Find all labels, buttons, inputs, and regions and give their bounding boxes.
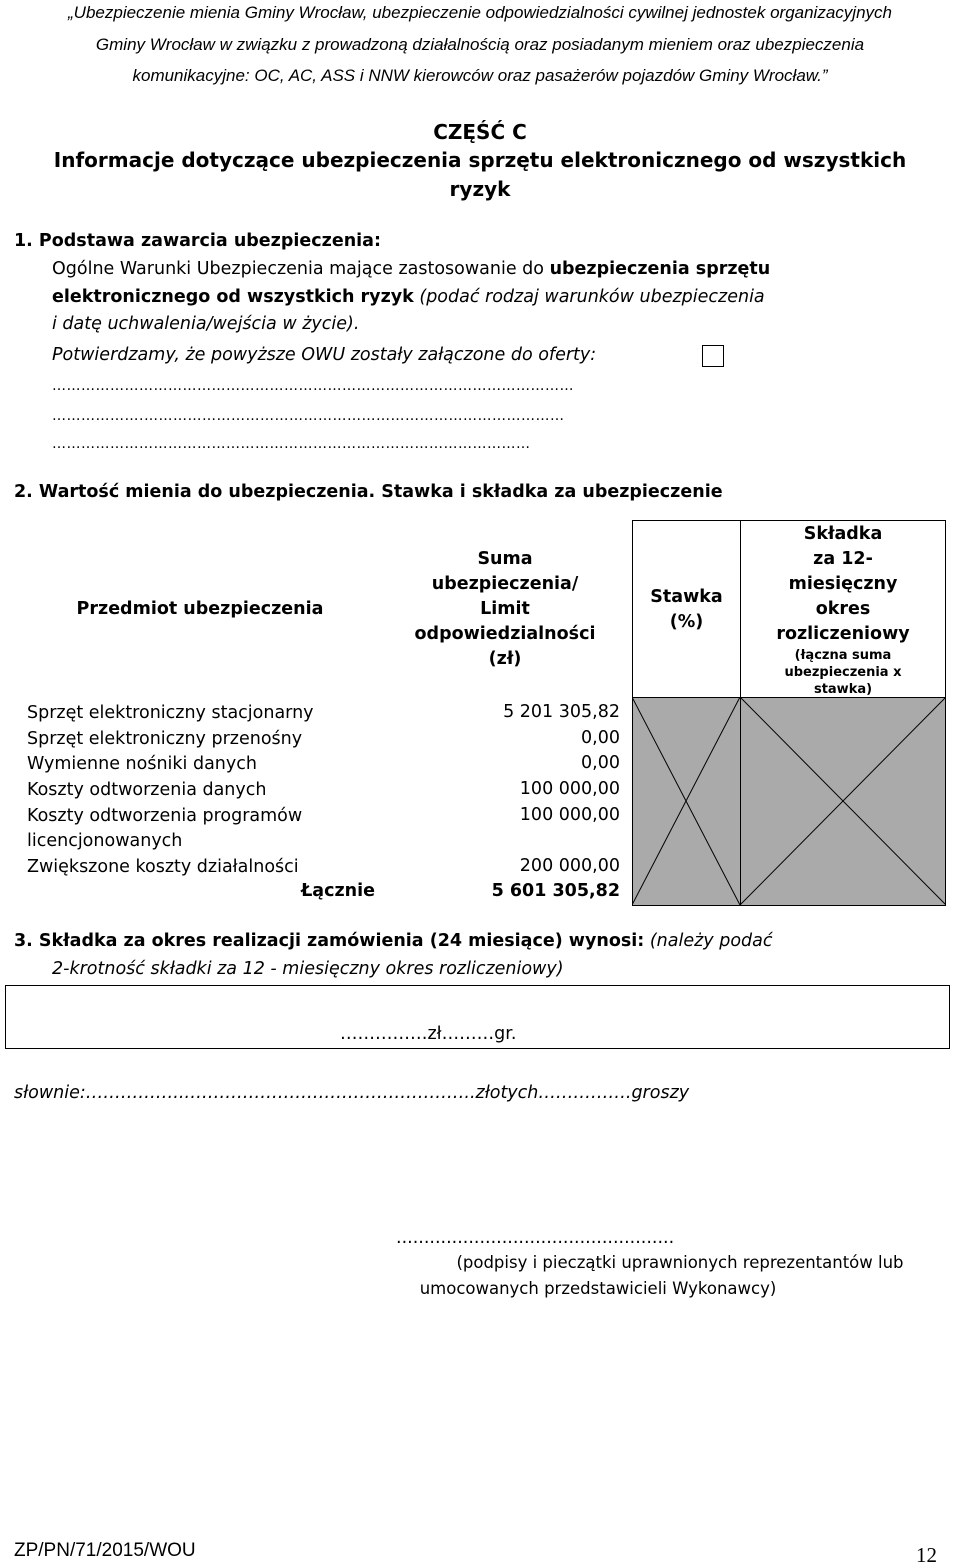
table-row-value: 0,00: [581, 753, 620, 773]
table-row-label: Zwiększone koszty działalności: [27, 857, 299, 877]
table-row-label: Sprzęt elektroniczny stacjonarny: [27, 703, 314, 723]
item-3-heading-italic: (należy podać: [644, 931, 773, 951]
header-przedmiot: Przedmiot ubezpieczenia: [76, 599, 324, 619]
document-header-line-2: Gminy Wrocław w związku z prowadzoną działalnością oraz posiadanym mieniem oraz ubezpieczenia: [95, 35, 865, 54]
crossed-out-cells: [632, 697, 946, 905]
item-2-heading: [14, 482, 723, 502]
signature-caption-line-1: (podpisy i pieczątki uprawnionych reprezentantów lub: [456, 1253, 904, 1272]
document-header-line-3: komunikacyjne: OC, AC, ASS i NNW kierowców oraz pasażerów pojazdów Gminy Wrocław.”: [132, 66, 828, 85]
dotted-line-3: ………………………………………………………………………………………: [52, 436, 531, 452]
item-1-heading: 1. Podstawa zawarcia ubezpieczenia:: [14, 231, 381, 251]
page-number: 12: [916, 1543, 937, 1567]
header-skladka-line-4: okres: [815, 599, 871, 619]
table-bottom-border: [632, 905, 946, 906]
section-title-line-1: Informacje dotyczące ubezpieczenia sprzętu elektronicznego od wszystkich: [53, 148, 907, 172]
document-reference: ZP/PN/71/2015/WOU: [14, 1540, 196, 1561]
table-row-value: 200 000,00: [519, 856, 620, 876]
premium-amount-placeholder[interactable]: ……………zł………gr.: [340, 1024, 517, 1044]
header-suma-line-2: ubezpieczenia/: [431, 574, 579, 594]
header-skladka-sub-2: ubezpieczenia x: [784, 665, 902, 680]
item-3-heading: [14, 931, 772, 951]
table-row-value: 0,00: [581, 728, 620, 748]
table-row-label: Wymienne nośniki danych: [27, 754, 257, 774]
owu-attached-checkbox[interactable]: [702, 345, 724, 367]
table-top-border: [632, 520, 946, 521]
dotted-line-1: ………………………………………………………………………………………………: [52, 378, 574, 394]
signature-caption-line-2: umocowanych przedstawicieli Wykonawcy): [419, 1279, 777, 1298]
amount-in-words[interactable]: słownie:……………..…………………………………………..złotych…………….groszy: [14, 1083, 690, 1103]
table-total-value: 5 601 305,82: [491, 881, 620, 901]
table-row-value: 100 000,00: [519, 805, 620, 825]
header-stawka-line-1: Stawka: [650, 587, 723, 607]
table-row-label-continued: licencjonowanych: [27, 831, 183, 851]
dotted-line-2: ……………….……………………………………………………………………………: [52, 408, 565, 424]
header-suma-line-5: (zł): [488, 649, 522, 669]
header-skladka-sub-3: stawka): [813, 682, 873, 697]
table-row-value: 100 000,00: [519, 779, 620, 799]
item-1-line-2-bold: elektronicznego od wszystkich ryzyk: [52, 287, 414, 307]
section-title-line-2: ryzyk: [449, 177, 511, 201]
item-1-line-1: [52, 259, 770, 279]
header-skladka-line-3: miesięczny: [788, 574, 898, 594]
item-2-heading-a: 2. Wartość mienia do ubezpieczenia.: [14, 482, 382, 502]
owu-confirmation-text: Potwierdzamy, że powyższe OWU zostały załączone do oferty:: [52, 345, 597, 365]
header-stawka-line-2: (%): [669, 612, 704, 632]
item-3-line-2: 2-krotność składki za 12 - miesięczny okres rozliczeniowy): [52, 959, 564, 979]
header-suma-line-3: Limit: [480, 599, 530, 619]
item-1-line-2-italic: (podać rodzaj warunków ubezpieczenia: [413, 287, 765, 307]
table-right-border: [945, 520, 946, 905]
header-skladka-sub-1: (łączna suma: [794, 648, 892, 663]
header-skladka-line-5: rozliczeniowy: [776, 624, 910, 644]
item-1-line-1-bold: ubezpieczenia sprzętu: [549, 259, 771, 279]
table-row-label: Sprzęt elektroniczny przenośny: [27, 729, 303, 749]
header-suma-line-4: odpowiedzialności: [414, 624, 596, 644]
header-skladka: [741, 522, 945, 698]
item-2-heading-b: Stawka i składka za ubezpieczenie: [381, 482, 723, 502]
header-skladka-line-2: za 12-: [813, 549, 873, 569]
signature-dots: ..................................................: [396, 1228, 675, 1248]
header-skladka-line-1: Składka: [803, 524, 883, 544]
item-1-line-3: i datę uchwalenia/wejścia w życie).: [52, 314, 360, 334]
table-row-value: 5 201 305,82: [503, 702, 620, 722]
table-row-label: Koszty odtworzenia danych: [27, 780, 267, 800]
table-divider-col3: [632, 520, 633, 905]
item-1-line-2: [52, 287, 765, 307]
header-suma-line-1: Suma: [477, 549, 533, 569]
header-stawka: [633, 585, 740, 635]
header-suma: [380, 547, 630, 672]
part-label: CZĘŚĆ C: [433, 120, 527, 144]
document-header-line-1: „Ubezpieczenie mienia Gminy Wrocław, ubezpieczenie odpowiedzialności cywilnej jednostek organizacyjnych: [68, 3, 892, 22]
table-total-label: Łącznie: [301, 881, 375, 901]
item-1-line-1-text: Ogólne Warunki Ubezpieczenia mające zastosowanie do: [52, 259, 550, 279]
table-row-label: Koszty odtworzenia programów: [27, 806, 303, 826]
item-3-heading-bold: 3. Składka za okres realizacji zamówienia (24 miesiące) wynosi:: [14, 931, 645, 951]
